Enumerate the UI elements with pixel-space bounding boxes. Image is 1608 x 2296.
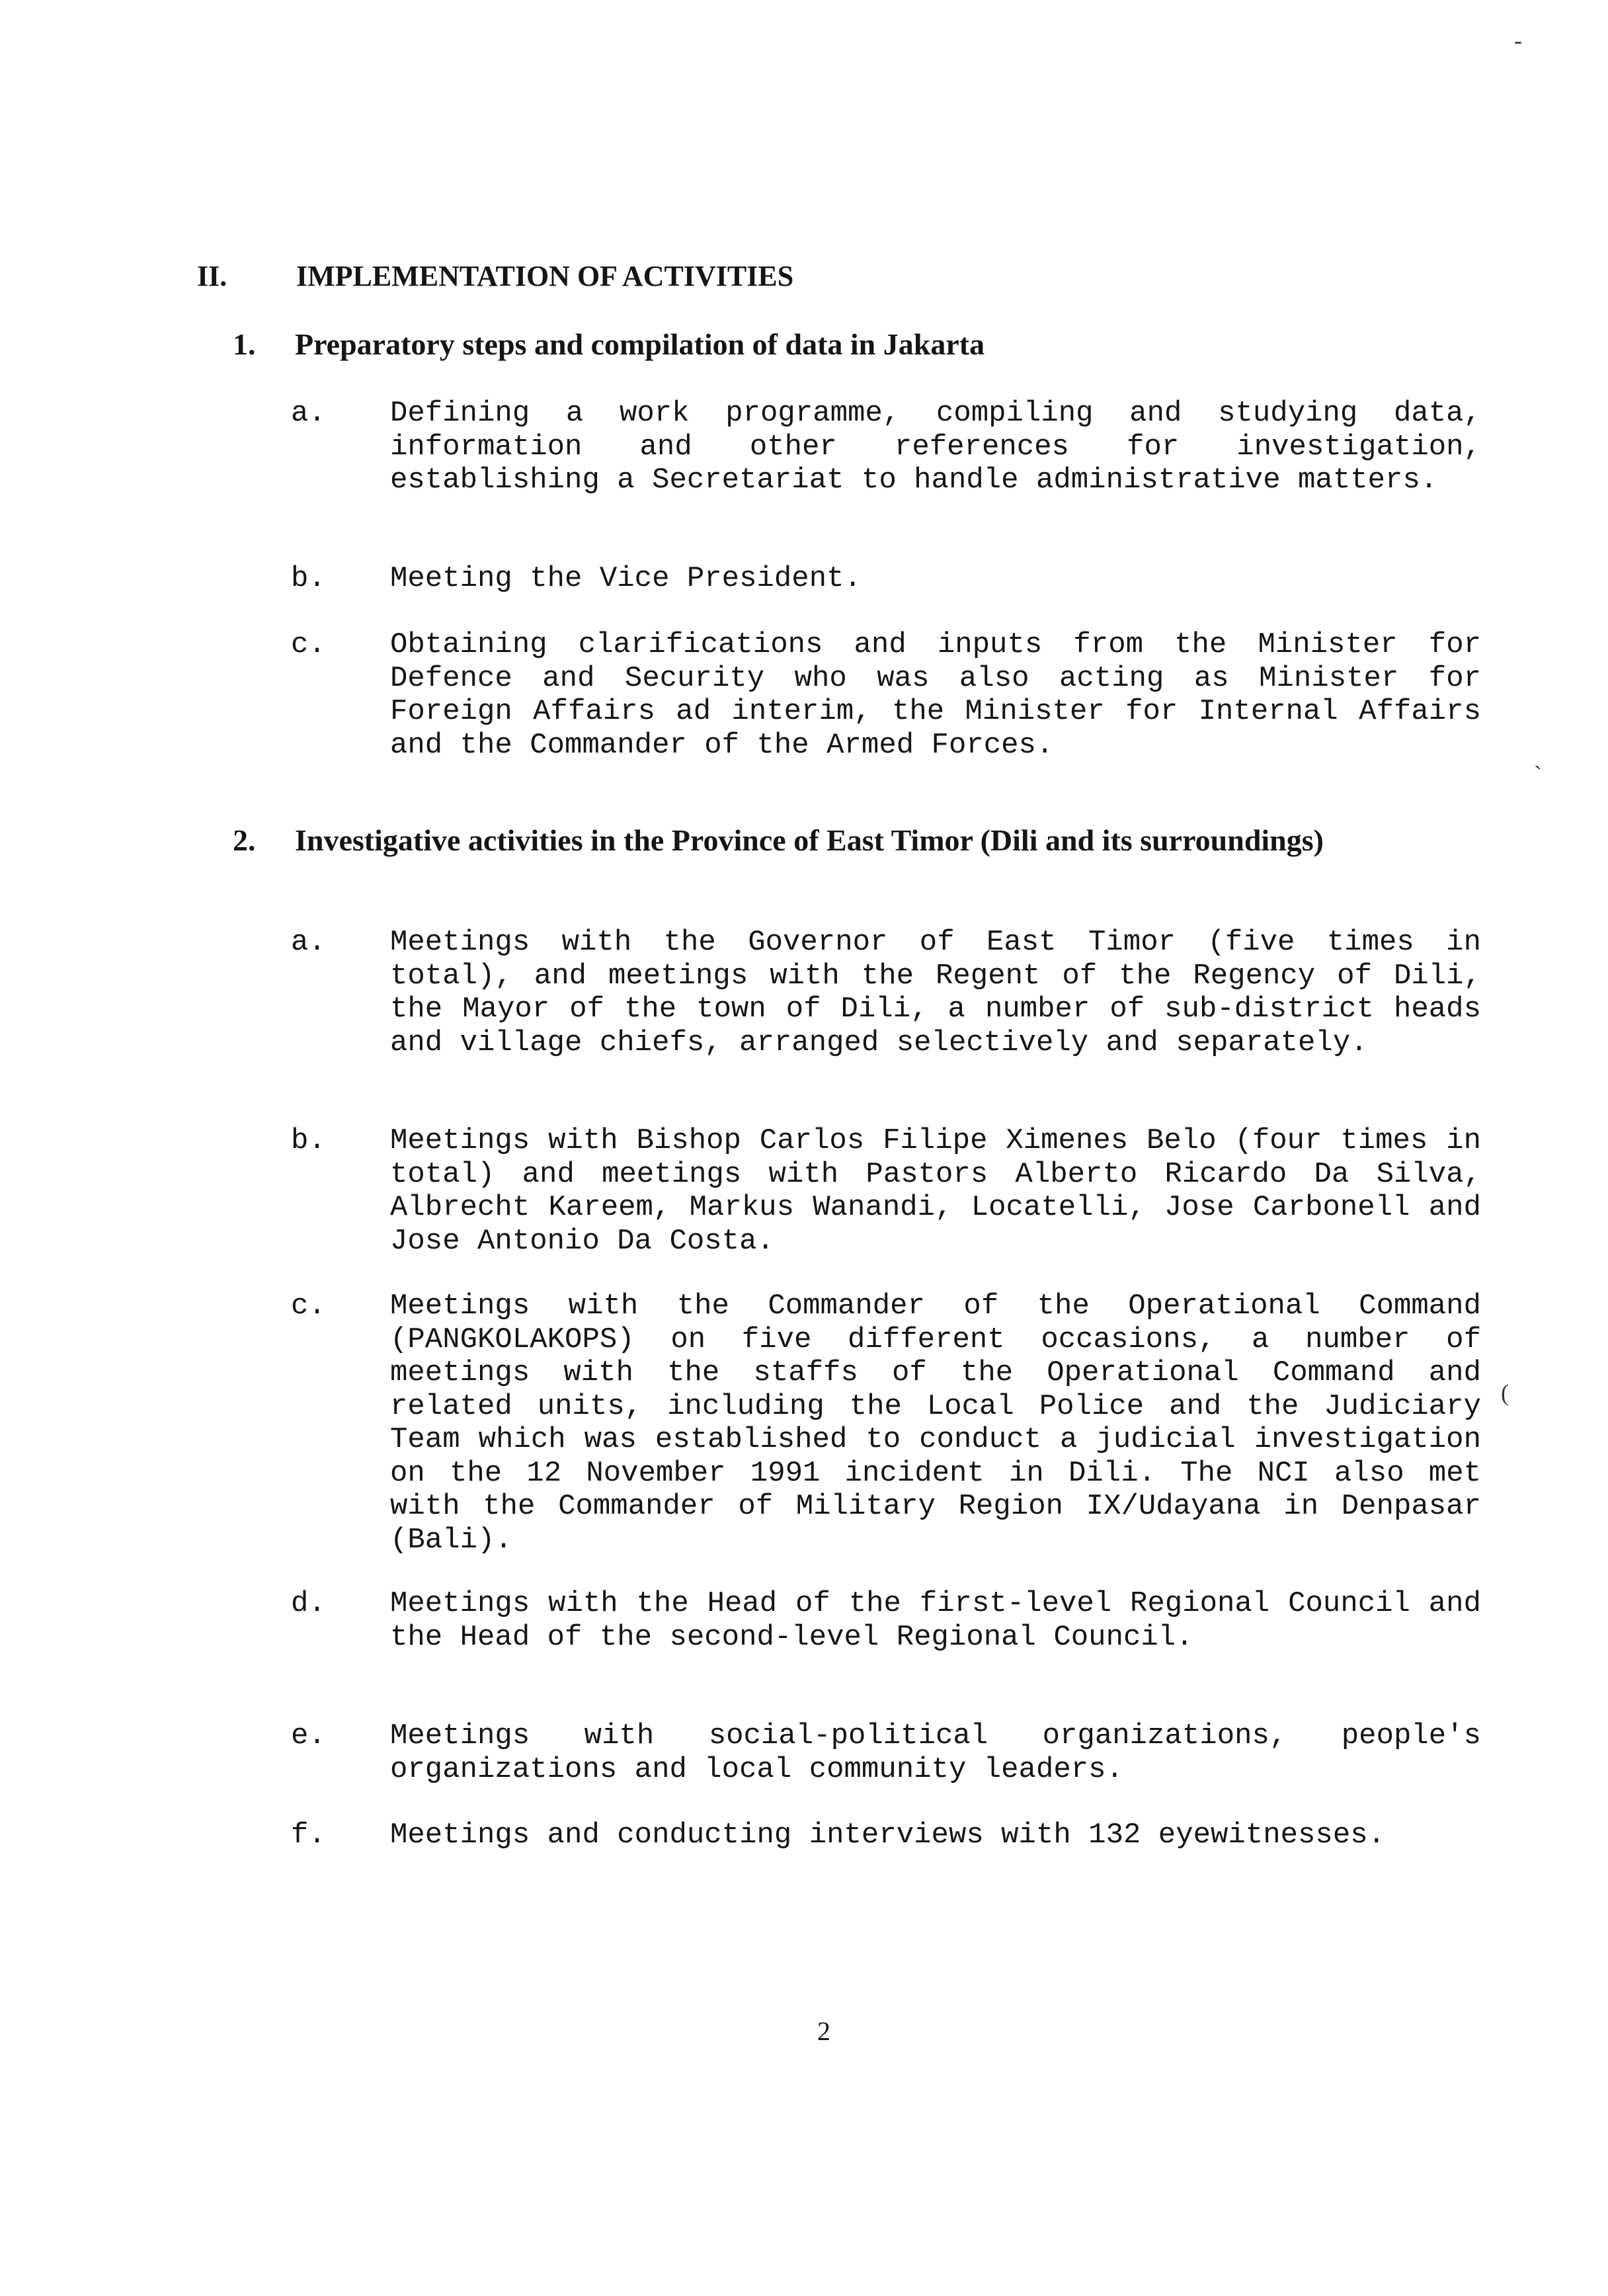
subsection-heading-1: [233, 327, 1489, 362]
item-letter: a.: [291, 397, 326, 430]
subsection-number: 1.: [233, 327, 256, 361]
scan-mark: -: [1514, 27, 1522, 54]
subsection-title: Investigative activities in the Province of East Timor (Dili and its surroundings): [295, 823, 1324, 857]
item-text: Meetings and conducting interviews with 132 eyewitnesses.: [390, 1819, 1386, 1852]
list-item-1a: [291, 397, 1481, 497]
item-text: Meeting the Vice President.: [390, 562, 862, 595]
list-item-2c: [291, 1290, 1481, 1557]
list-item-2b: [291, 1124, 1481, 1258]
list-item-2a: [291, 926, 1481, 1059]
item-text: Obtaining clarifications and inputs from the Minister for Defence and Security who was also acting as Minister for Foreign Affairs ad interim, the Minister for Internal Affairs and the Commander of the Armed Forces.: [390, 628, 1481, 762]
section-title: IMPLEMENTATION OF ACTIVITIES: [296, 260, 794, 292]
section-heading: [197, 259, 793, 293]
item-text: Defining a work programme, compiling and studying data, information and other references for investigation, establishing a Secretariat to handle administrative matters.: [390, 397, 1481, 497]
item-letter: b.: [291, 562, 326, 595]
scan-mark: `: [1534, 761, 1542, 788]
item-letter: d.: [291, 1587, 326, 1620]
item-letter: a.: [291, 926, 326, 959]
item-text: Meetings with Bishop Carlos Filipe Ximenes Belo (four times in total) and meetings with Pastors Alberto Ricardo Da Silva, Albrecht Kareem, Markus Wanandi, Locatelli, Jose Carbonell and Jose Antonio Da Costa.: [390, 1124, 1481, 1258]
scan-mark: (: [1501, 1379, 1509, 1406]
subsection-number: 2.: [233, 823, 256, 857]
list-item-1c: [291, 628, 1481, 762]
item-letter: c.: [291, 628, 326, 661]
list-item-2e: [291, 1719, 1481, 1786]
list-item-2d: [291, 1587, 1481, 1654]
item-letter: f.: [291, 1819, 326, 1852]
list-item-2f: [291, 1819, 1481, 1852]
item-text: Meetings with the Commander of the Operational Command (PANGKOLAKOPS) on five different occasions, a number of meetings with the staffs of the Operational Command and related units, including the Local Police and the Judiciary Team which was established to conduct a judicial investigation on the 12 November 1991 incident in Dili. The NCI also met with the Commander of Military Region IX/Udayana in Denpasar (Bali).: [390, 1290, 1481, 1557]
item-letter: c.: [291, 1290, 326, 1323]
page-number: 2: [817, 2016, 830, 2046]
list-item-1b: [291, 562, 1481, 596]
item-letter: e.: [291, 1719, 326, 1752]
subsection-title: Preparatory steps and compilation of data in Jakarta: [295, 327, 985, 361]
item-letter: b.: [291, 1124, 326, 1157]
section-number: II.: [197, 260, 227, 292]
subsection-heading-2: [233, 823, 1489, 858]
item-text: Meetings with the Head of the first-level Regional Council and the Head of the second-level Regional Council.: [390, 1587, 1481, 1654]
item-text: Meetings with social-political organizations, people's organizations and local community leaders.: [390, 1719, 1481, 1786]
item-text: Meetings with the Governor of East Timor (five times in total), and meetings with the Regent of the Regency of Dili, the Mayor of the town of Dili, a number of sub-district heads and village chiefs, arranged selectively and separately.: [390, 926, 1481, 1059]
